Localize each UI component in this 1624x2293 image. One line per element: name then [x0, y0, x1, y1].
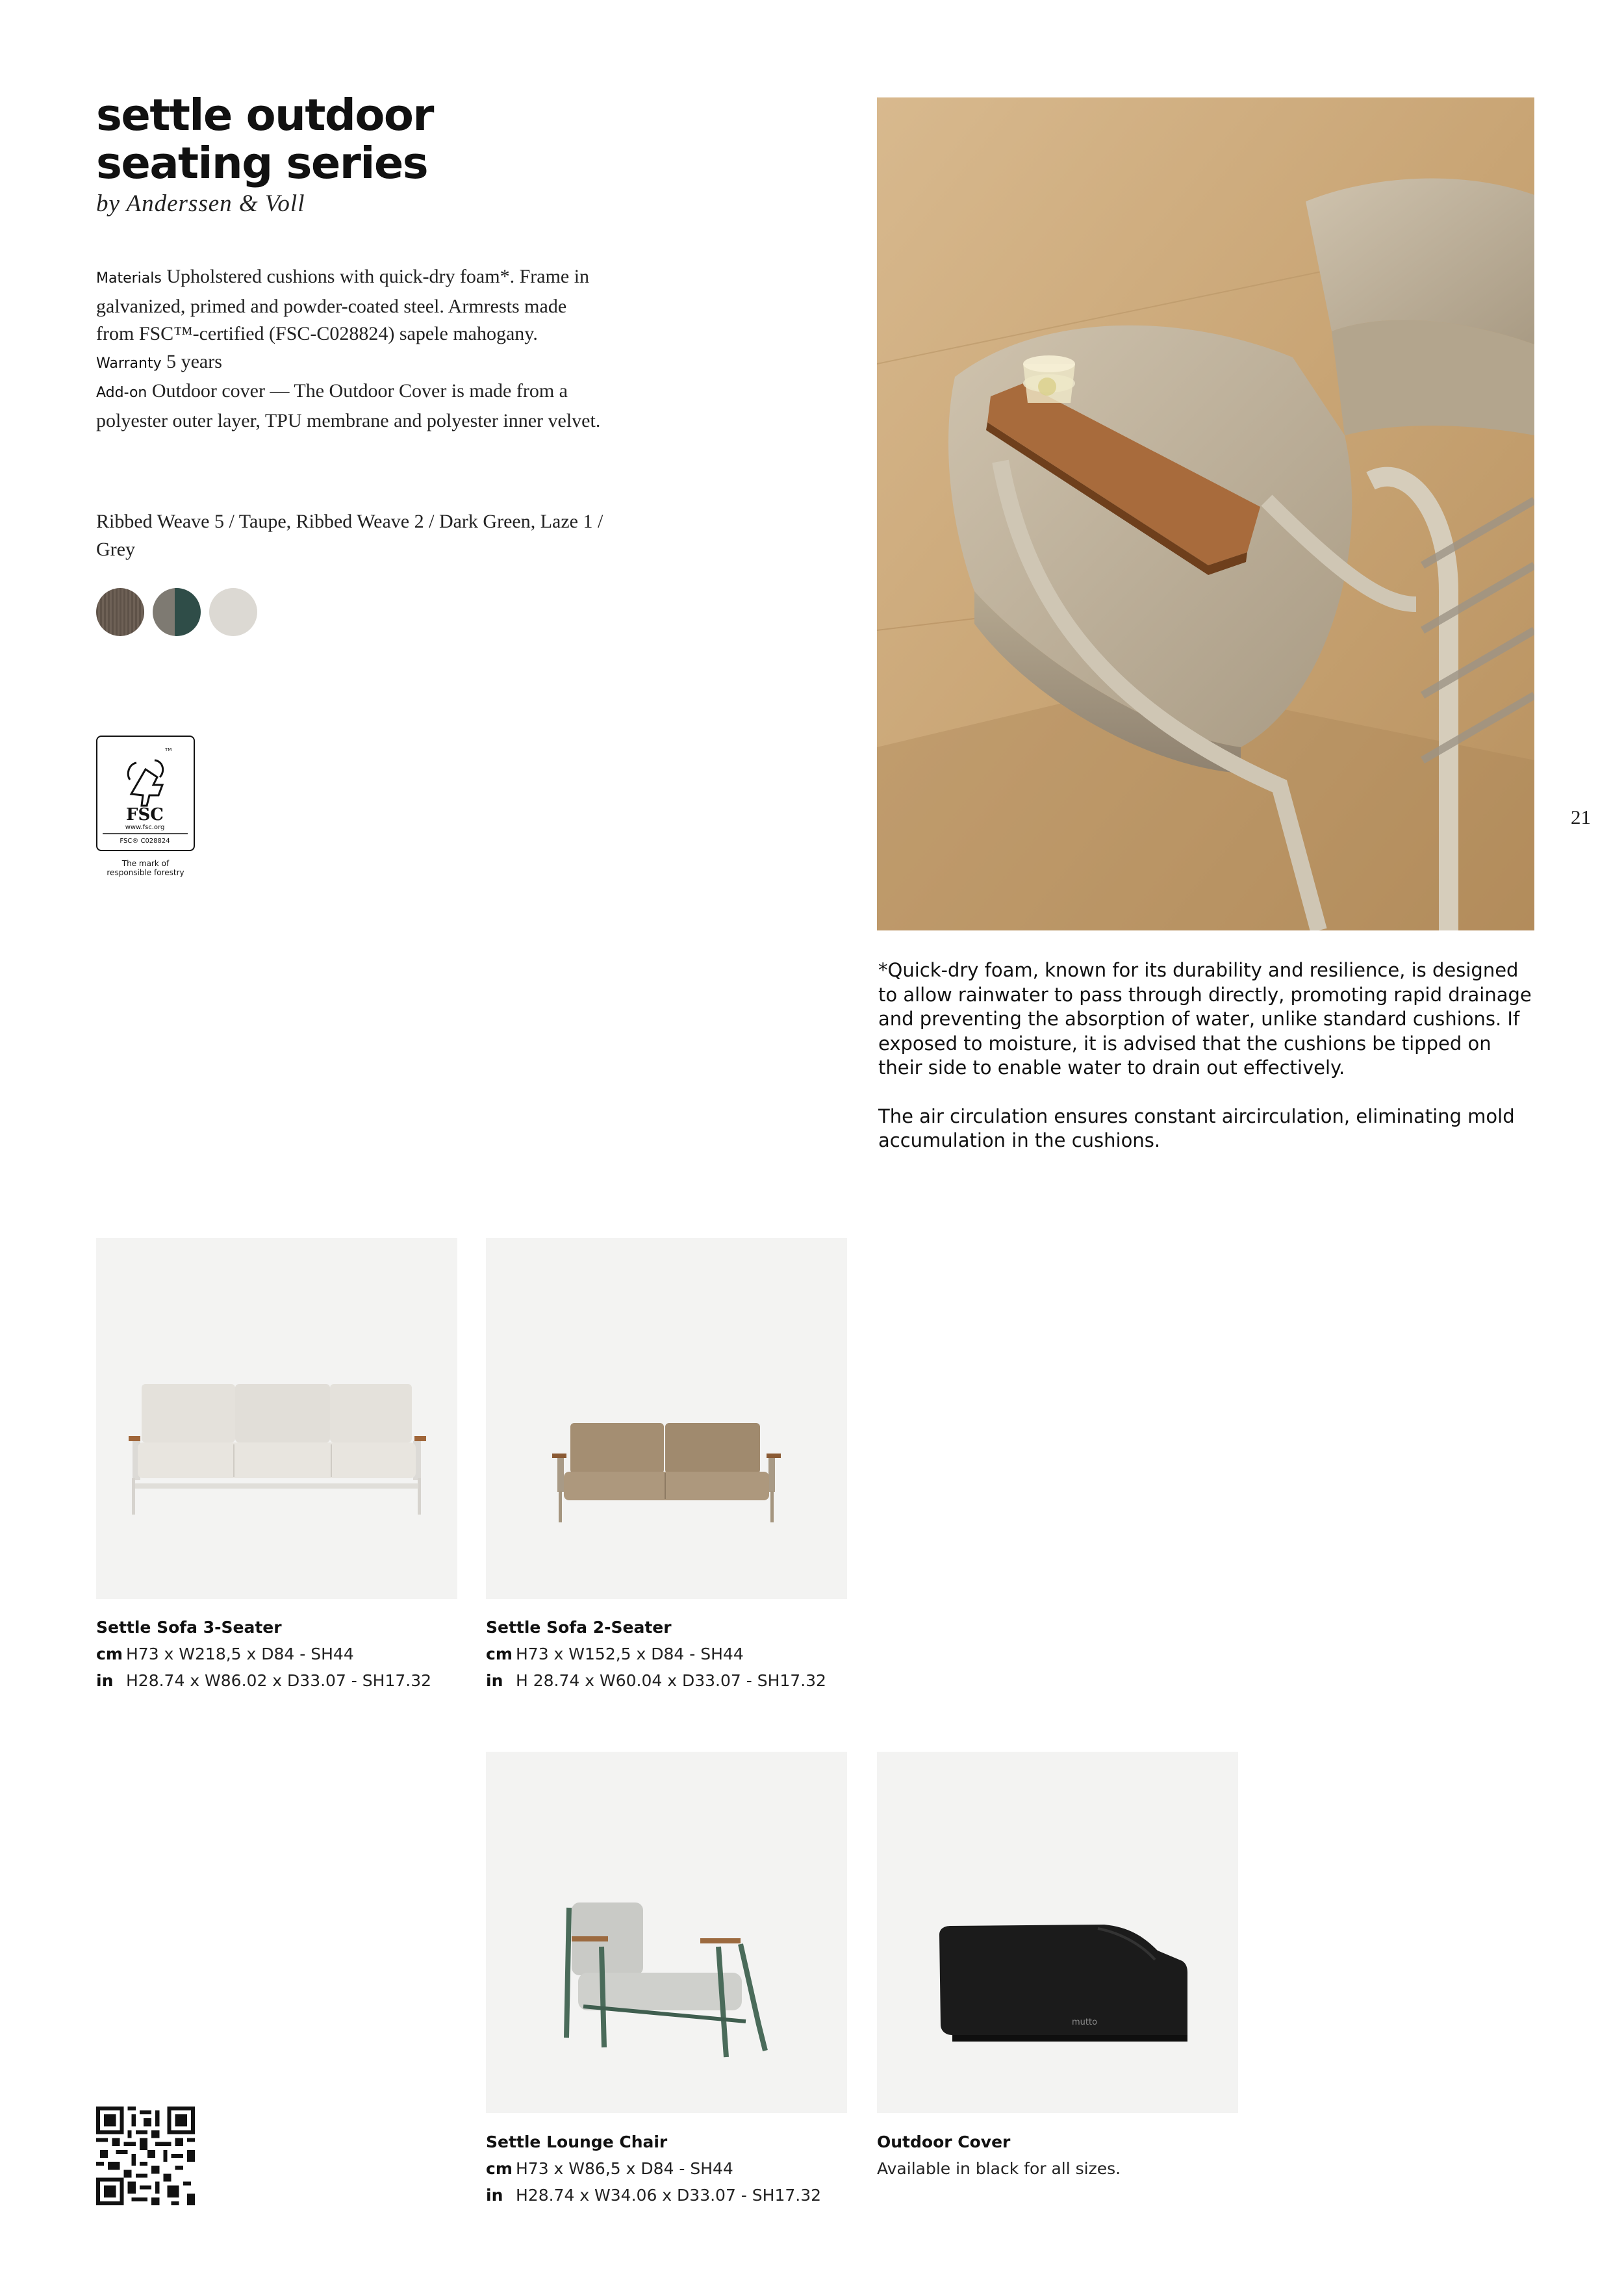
warranty-spec [96, 348, 603, 378]
sofa-2-seater-image[interactable] [486, 1238, 847, 1599]
dimensions-cm [486, 2155, 821, 2182]
sofa-3-seater-image[interactable] [96, 1238, 457, 1599]
title-line-1: settle outdoor [96, 90, 433, 140]
lounge-chair-illustration [486, 1752, 847, 2113]
in-value: H 28.74 x W60.04 x D33.07 - SH17.32 [516, 1671, 826, 1690]
in-value: H28.74 x W34.06 x D33.07 - SH17.32 [516, 2186, 822, 2205]
page-number: 21 [1571, 806, 1591, 828]
addon-spec [96, 378, 603, 435]
fsc-url: www.fsc.org [125, 824, 165, 831]
svg-text:TM: TM [165, 747, 172, 752]
note-paragraph-2: The air circulation ensures constant aircirculation, eliminating mold accumulation in the cushions. [878, 1105, 1515, 1151]
grey-swatch[interactable] [209, 588, 257, 636]
materials-text: Upholstered cushions with quick-dry foam*. Frame in galvanized, primed and powder-coated steel. Armrests made from FSC™-certified (FSC-C028824) sapele mahogany. [96, 266, 590, 344]
lounge-chair-caption [486, 2129, 821, 2209]
fsc-caption-line-1: The mark of [121, 859, 170, 868]
cm-value: H73 x W152,5 x D84 - SH44 [516, 1645, 744, 1663]
color-options-text: Ribbed Weave 5 / Taupe, Ribbed Weave 2 / Dark Green, Laze 1 / Grey [96, 511, 603, 560]
sofa-2-seater-illustration [486, 1238, 847, 1599]
sofa-closeup-illustration [877, 97, 1534, 930]
fsc-logo-text: FSC [126, 805, 164, 825]
outdoor-cover-image[interactable] [877, 1752, 1238, 2113]
in-label: in [486, 2186, 503, 2205]
qr-code[interactable] [96, 2107, 195, 2205]
outdoor-cover-caption [877, 2129, 1121, 2182]
warranty-text: 5 years [166, 350, 222, 372]
sofa-3-seater-illustration [96, 1238, 457, 1599]
fsc-tree-icon [97, 737, 193, 849]
fsc-caption-line-2: responsible forestry [107, 868, 184, 877]
dimensions-in [486, 1667, 826, 1694]
dimensions-in [486, 2182, 821, 2209]
addon-text: Outdoor cover — The Outdoor Cover is made from a polyester outer layer, TPU membrane and polyester inner velvet. [96, 380, 601, 431]
taupe-swatch[interactable] [96, 588, 144, 636]
cover-brand-label: mutto [1072, 2018, 1098, 2027]
product-note: Available in black for all sizes. [877, 2159, 1121, 2178]
materials-spec [96, 263, 603, 348]
sofa-3-seater-caption [96, 1614, 431, 1694]
note-paragraph-1: *Quick-dry foam, known for its durability and resilience, is designed to allow rainwater to pass through directly, promoting rapid drainage and preventing the absorption of water, unlike standard cushions. If exposed to moisture, it is advised that the cushions be tipped on their side to enable water to drain out effectively. [878, 959, 1532, 1079]
product-name: Settle Sofa 2-Seater [486, 1618, 672, 1637]
in-label: in [96, 1671, 114, 1690]
dark-green-swatch[interactable] [153, 588, 201, 636]
grey-swatch-texture-icon [209, 588, 257, 636]
materials-label: Materials [96, 270, 162, 287]
outdoor-cover-illustration [877, 1752, 1238, 2113]
cm-label: cm [96, 1645, 123, 1663]
dimensions-in [96, 1667, 431, 1694]
in-value: H28.74 x W86.02 x D33.07 - SH17.32 [126, 1671, 432, 1690]
cm-value: H73 x W218,5 x D84 - SH44 [126, 1645, 354, 1663]
fsc-caption [96, 859, 195, 877]
qr-code-icon [96, 2107, 195, 2205]
taupe-swatch-texture-icon [96, 588, 144, 636]
lounge-chair-image[interactable] [486, 1752, 847, 2113]
page-title [96, 91, 433, 187]
product-name: Settle Lounge Chair [486, 2133, 668, 2151]
in-label: in [486, 1671, 503, 1690]
hero-photo [877, 97, 1534, 930]
cm-label: cm [486, 1645, 513, 1663]
addon-label: Add-on [96, 385, 147, 401]
dimensions-cm [96, 1641, 431, 1667]
quick-dry-note [878, 958, 1534, 1177]
warranty-label: Warranty [96, 355, 162, 372]
dimensions-cm [486, 1641, 826, 1667]
dark-green-swatch-texture-icon [153, 588, 201, 636]
product-name: Outdoor Cover [877, 2133, 1011, 2151]
fsc-logo [96, 736, 195, 851]
title-line-2: seating series [96, 138, 428, 188]
designer-byline: by Anderssen & Voll [96, 190, 305, 217]
cm-value: H73 x W86,5 x D84 - SH44 [516, 2159, 733, 2178]
sofa-2-seater-caption [486, 1614, 826, 1694]
cm-label: cm [486, 2159, 513, 2178]
fsc-code: FSC® C028824 [120, 838, 170, 845]
product-name: Settle Sofa 3-Seater [96, 1618, 282, 1637]
specifications [96, 263, 603, 435]
